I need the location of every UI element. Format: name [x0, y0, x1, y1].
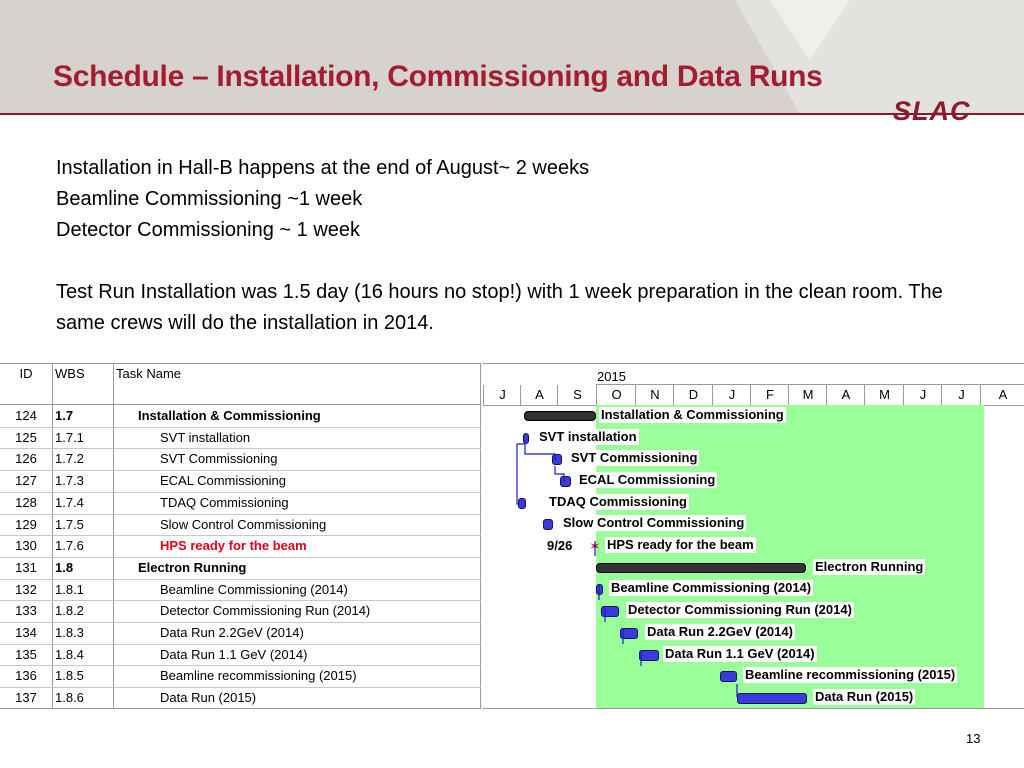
row-id: 131	[15, 559, 37, 575]
row-id: 127	[15, 473, 37, 489]
header-wbs: WBS	[55, 366, 85, 381]
row-task-name: Data Run (2015)	[160, 690, 257, 706]
month-header: J	[941, 385, 981, 405]
row-wbs: 1.7.4	[55, 494, 84, 510]
row-wbs: 1.7.6	[55, 538, 84, 554]
row-wbs: 1.7	[55, 408, 74, 423]
row-task-name: Data Run 1.1 GeV (2014)	[160, 646, 308, 662]
month-header: S	[557, 385, 597, 405]
row-wbs: 1.7.1	[55, 429, 84, 445]
row-wbs: 1.8.4	[55, 646, 84, 662]
bar-label: Detector Commissioning Run (2014)	[628, 602, 852, 618]
row-wbs: 1.8.1	[55, 581, 84, 597]
body-paragraph-test-run: Test Run Installation was 1.5 day (16 hours no stop!) with 1 week preparation in the clean room. The same crews will do the installation in 2014.	[56, 281, 943, 334]
month-header: O	[596, 385, 636, 405]
row-wbs: 1.7.2	[55, 451, 84, 467]
row-id: 129	[15, 516, 37, 532]
row-task-name: Detector Commissioning Run (2014)	[160, 603, 371, 619]
row-task-name: Installation & Commissioning	[138, 408, 321, 423]
slide-body	[56, 153, 986, 339]
milestone-date: 9/26	[547, 538, 573, 554]
row-id: 134	[15, 625, 37, 640]
bar-label: HPS ready for the beam	[607, 537, 754, 553]
row-task-name: TDAQ Commissioning	[160, 494, 289, 510]
row-task-name: HPS ready for the beam	[160, 538, 307, 554]
slac-logo: SLAC	[893, 96, 971, 126]
bar-label: Data Run (2015)	[815, 688, 914, 704]
bar-label: Beamline Commissioning (2014)	[611, 580, 812, 596]
month-header: J	[712, 385, 751, 405]
row-id: 124	[15, 408, 37, 423]
task-table	[0, 363, 481, 709]
row-id: 133	[15, 603, 37, 619]
month-header: J	[903, 385, 942, 405]
row-id: 130	[15, 538, 37, 554]
bar-label: Electron Running	[815, 558, 924, 574]
page-number: 13	[966, 731, 981, 746]
bar-label: SVT Commissioning	[571, 450, 698, 466]
row-task-name: Beamline Commissioning (2014)	[160, 581, 348, 597]
row-task-name: SVT Commissioning	[160, 451, 278, 467]
row-id: 128	[15, 494, 37, 510]
row-id: 132	[15, 581, 37, 597]
bar-label: ECAL Commissioning	[579, 471, 716, 487]
gantt-chart	[0, 363, 1024, 707]
dependency-arrows	[483, 364, 1024, 708]
row-wbs: 1.8.2	[55, 603, 84, 619]
month-header: A	[826, 385, 865, 405]
month-header: N	[635, 385, 674, 405]
bar-label: Beamline recommissioning (2015)	[745, 667, 956, 683]
month-header: A	[520, 385, 558, 405]
row-id: 135	[15, 646, 37, 662]
row-id: 125	[15, 429, 37, 445]
month-header: J	[483, 385, 521, 405]
row-id: 137	[15, 690, 37, 706]
body-line-3: Detector Commissioning ~ 1 week	[56, 219, 361, 241]
row-task-name: Data Run 2.2GeV (2014)	[160, 625, 304, 640]
row-wbs: 1.8.5	[55, 668, 84, 684]
row-task-name: SVT installation	[160, 429, 251, 445]
bar-label: Data Run 2.2GeV (2014)	[647, 623, 793, 639]
bar-label: Slow Control Commissioning	[563, 515, 745, 531]
month-header: F	[750, 385, 789, 405]
body-line-1: Installation in Hall-B happens at the end of August~ 2 weeks	[56, 157, 590, 179]
row-wbs: 1.7.5	[55, 516, 84, 532]
bar-label: SVT installation	[539, 428, 637, 444]
row-wbs: 1.8.3	[55, 625, 84, 640]
month-header: A	[980, 385, 1024, 405]
row-wbs: 1.8.6	[55, 690, 84, 706]
month-header: M	[864, 385, 904, 405]
row-id: 126	[15, 451, 37, 467]
row-task-name: Slow Control Commissioning	[160, 516, 327, 532]
bar-label: Data Run 1.1 GeV (2014)	[665, 645, 815, 661]
row-wbs: 1.8	[55, 559, 74, 575]
slide-title: Schedule – Installation, Commissioning and Data Runs	[53, 60, 823, 93]
milestone-marker: ✶	[589, 538, 601, 555]
header-divider	[0, 113, 1024, 115]
month-header: D	[673, 385, 713, 405]
year-label: 2015	[597, 369, 626, 384]
header-decoration	[0, 0, 1024, 114]
row-wbs: 1.7.3	[55, 473, 84, 489]
month-header: M	[788, 385, 827, 405]
timeline	[483, 363, 1024, 709]
header-id: ID	[19, 366, 33, 381]
header-task-name: Task Name	[116, 366, 182, 381]
row-task-name: Electron Running	[138, 559, 247, 575]
bar-label: Installation & Commissioning	[601, 406, 784, 422]
row-id: 136	[15, 668, 37, 684]
row-task-name: Beamline recommissioning (2015)	[160, 668, 357, 684]
bar-label: TDAQ Commissioning	[549, 493, 687, 509]
row-task-name: ECAL Commissioning	[160, 473, 286, 489]
body-line-2: Beamline Commissioning ~1 week	[56, 188, 363, 210]
